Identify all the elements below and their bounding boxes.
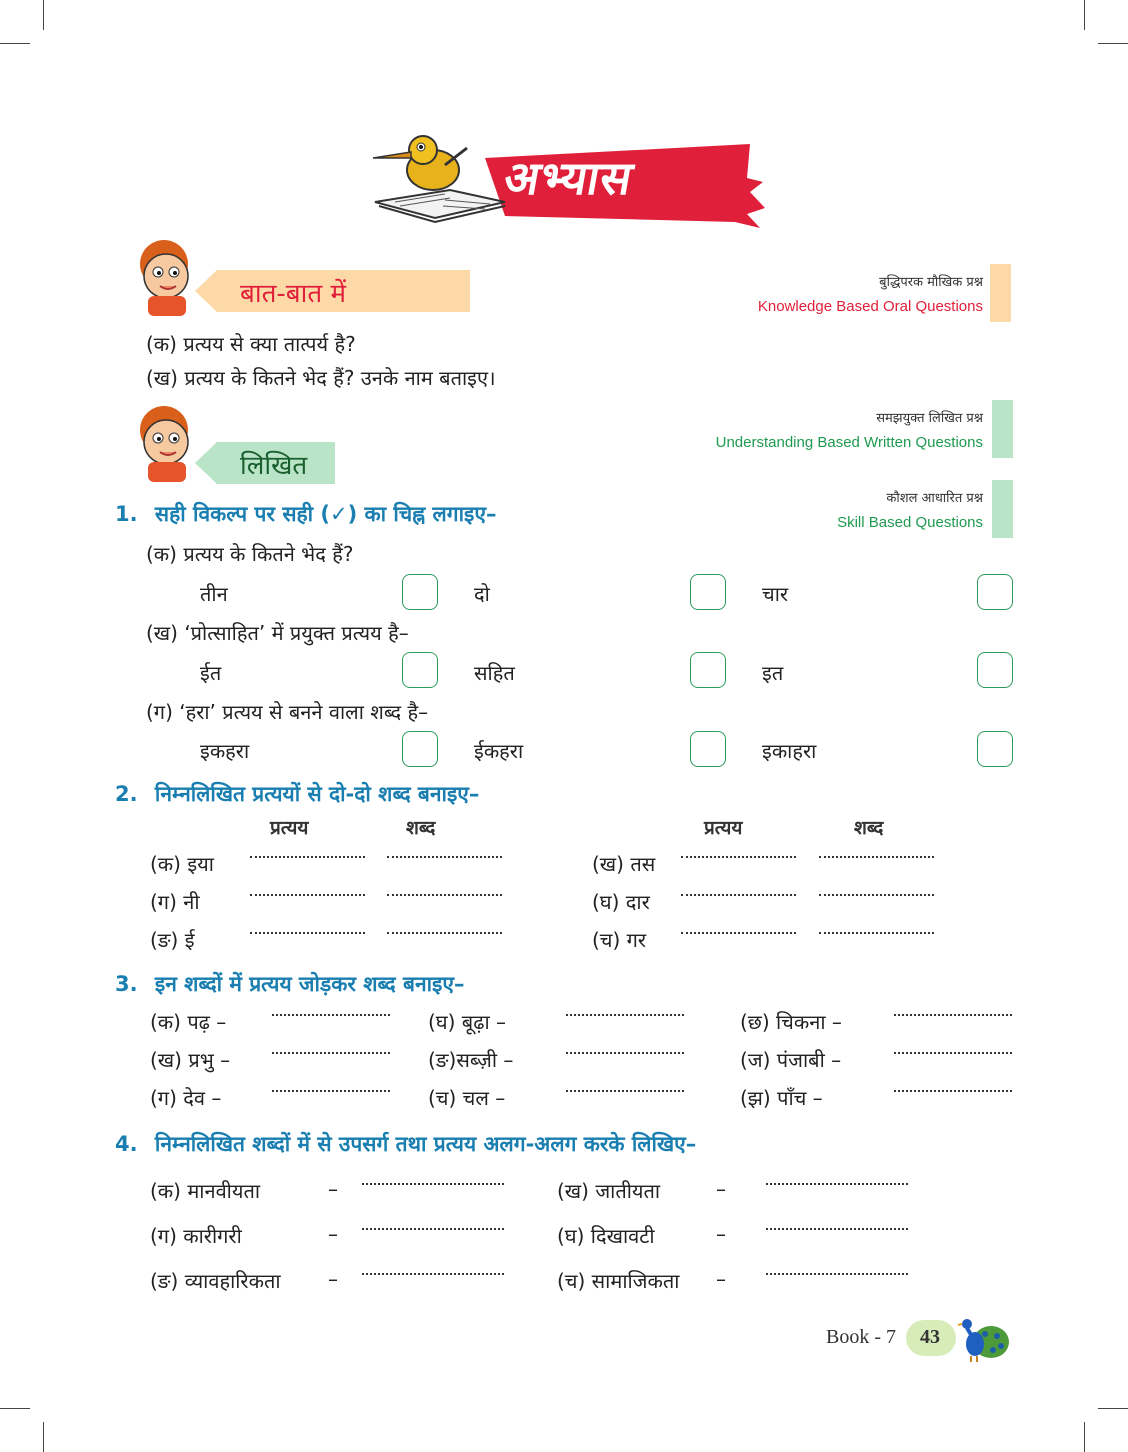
q4-dash: – [328,1267,338,1291]
q1-option: ईत [200,661,222,685]
q3-word: (झ) पाँच – [740,1086,823,1110]
q1-checkbox[interactable] [690,731,726,767]
q2-suffix: (क) इया [150,852,214,876]
peacock-icon [955,1312,1011,1364]
written-category-bar [992,400,1013,458]
q2-answer-blank[interactable] [819,932,934,934]
q4-dash: – [716,1267,726,1291]
oral-category [758,272,983,315]
q1-option: ईकहरा [474,739,524,763]
oral-category-en: Knowledge Based Oral Questions [757,298,983,315]
page-number: 43 [920,1326,940,1348]
q1-option: दो [474,582,490,606]
q1-number: 1. [115,502,138,526]
oral-category-hi: बुद्धिपरक मौखिक प्रश्न [879,275,983,290]
footer-book-label: Book - 7 [826,1326,896,1348]
q3-answer-blank[interactable] [894,1052,1012,1054]
q1-option: इत [762,661,784,685]
q2-answer-blank[interactable] [387,894,502,896]
q2-answer-blank[interactable] [681,894,796,896]
q1-question: (ग) ‘हरा’ प्रत्यय से बनने वाला शब्द है– [146,700,429,724]
q3-word: (ग) देव – [150,1086,222,1110]
bird-icon [373,136,467,190]
q4-answer-blank[interactable] [766,1273,908,1275]
q1-checkbox[interactable] [977,574,1013,610]
crop-mark [43,0,44,30]
skill-category-hi: कौशल आधारित प्रश्न [886,491,983,506]
q2-col-shabd: शब्द [854,817,884,839]
oral-question: (क) प्रत्यय से क्या तात्पर्य है? [146,332,356,356]
q4-dash: – [716,1177,726,1201]
skill-category-en: Skill Based Questions [837,514,983,531]
q3-word: (ङ)सब्ज़ी – [428,1048,514,1072]
q4-word: (क) मानवीयता [150,1179,261,1203]
book-icon [375,190,505,222]
q2-suffix: (ङ) ई [150,928,195,952]
q3-heading [115,970,464,998]
q1-checkbox[interactable] [402,652,438,688]
crop-mark [43,1422,44,1452]
q3-answer-blank[interactable] [566,1014,684,1016]
q2-answer-blank[interactable] [387,856,502,858]
q3-word: (च) चल – [428,1086,506,1110]
q4-dash: – [328,1222,338,1246]
q2-answer-blank[interactable] [250,932,365,934]
written-category [716,408,983,451]
skill-category [837,488,983,531]
q2-suffix: (ख) तस [592,852,656,876]
crop-mark [0,43,30,44]
q1-question: (क) प्रत्यय के कितने भेद हैं? [146,542,354,566]
q3-number: 3. [115,972,138,996]
q3-word: (घ) बूढ़ा – [428,1010,507,1034]
q2-col-pratyay: प्रत्यय [270,817,309,839]
written-category-en: Understanding Based Written Questions [715,434,983,451]
q4-word: (ङ) व्यावहारिकता [150,1269,281,1293]
q3-word: (ख) प्रभु – [150,1048,231,1072]
q1-option: तीन [200,582,228,606]
q3-title: इन शब्दों में प्रत्यय जोड़कर शब्द बनाइए– [154,972,465,996]
q1-option: इकाहरा [762,739,817,763]
q1-checkbox[interactable] [977,731,1013,767]
q4-answer-blank[interactable] [766,1183,908,1185]
crop-mark [1084,1422,1085,1452]
q3-word: (छ) चिकना – [740,1010,842,1034]
q2-suffix: (घ) दार [592,890,650,914]
q3-answer-blank[interactable] [894,1014,1012,1016]
q4-answer-blank[interactable] [766,1228,908,1230]
q1-checkbox[interactable] [977,652,1013,688]
crop-mark [1084,0,1085,30]
q4-word: (ग) कारीगरी [150,1224,242,1248]
q3-answer-blank[interactable] [272,1052,390,1054]
q1-checkbox[interactable] [690,652,726,688]
q3-answer-blank[interactable] [566,1090,684,1092]
q1-checkbox[interactable] [402,574,438,610]
q2-number: 2. [115,782,138,806]
q2-answer-blank[interactable] [387,932,502,934]
q1-option: इकहरा [200,739,250,763]
skill-category-bar [992,480,1013,538]
q1-option: चार [762,582,789,606]
q2-answer-blank[interactable] [819,894,934,896]
q4-answer-blank[interactable] [362,1228,504,1230]
q4-word: (घ) दिखावटी [557,1224,655,1248]
q1-question: (ख) ‘प्रोत्साहित’ में प्रयुक्त प्रत्यय है– [146,621,409,645]
q2-heading [115,780,479,808]
q4-dash: – [328,1177,338,1201]
q4-answer-blank[interactable] [362,1273,504,1275]
crop-mark [0,1408,30,1409]
q1-checkbox[interactable] [402,731,438,767]
q2-answer-blank[interactable] [250,894,365,896]
oral-section-label: बात-बात में [240,279,346,309]
banner-title: अभ्यास [500,151,638,205]
q1-heading [115,500,496,528]
crop-mark [1098,1408,1128,1409]
q4-heading [115,1130,696,1158]
q4-word: (ख) जातीयता [557,1179,661,1203]
q2-col-pratyay: प्रत्यय [704,817,743,839]
q3-answer-blank[interactable] [272,1014,390,1016]
q2-suffix: (च) गर [592,928,647,952]
q2-col-shabd: शब्द [406,817,436,839]
q4-answer-blank[interactable] [362,1183,504,1185]
q3-answer-blank[interactable] [894,1090,1012,1092]
q4-number: 4. [115,1132,138,1156]
q3-answer-blank[interactable] [272,1090,390,1092]
q4-dash: – [716,1222,726,1246]
crop-mark [1098,43,1128,44]
oral-question: (ख) प्रत्यय के कितने भेद हैं? उनके नाम बताइए। [146,366,496,390]
q2-answer-blank[interactable] [250,856,365,858]
q1-checkbox[interactable] [690,574,726,610]
written-category-hi: समझयुक्त लिखित प्रश्न [876,411,983,426]
q2-title: निम्नलिखित प्रत्ययों से दो-दो शब्द बनाइए– [154,782,480,806]
q2-suffix: (ग) नी [150,890,200,914]
q2-answer-blank[interactable] [681,932,796,934]
q4-word: (च) सामाजिकता [557,1269,680,1293]
q3-answer-blank[interactable] [566,1052,684,1054]
q2-answer-blank[interactable] [819,856,934,858]
oral-category-bar [990,264,1011,322]
q3-word: (क) पढ़ – [150,1010,227,1034]
q4-title: निम्नलिखित शब्दों में से उपसर्ग तथा प्रत्यय अलग-अलग करके लिखिए– [154,1132,697,1156]
q3-word: (ज) पंजाबी – [740,1048,842,1072]
q1-option: सहित [474,661,515,685]
q2-answer-blank[interactable] [681,856,796,858]
q1-title: सही विकल्प पर सही (✓) का चिह्न लगाइए– [154,502,497,526]
written-section-label: लिखित [240,451,308,481]
